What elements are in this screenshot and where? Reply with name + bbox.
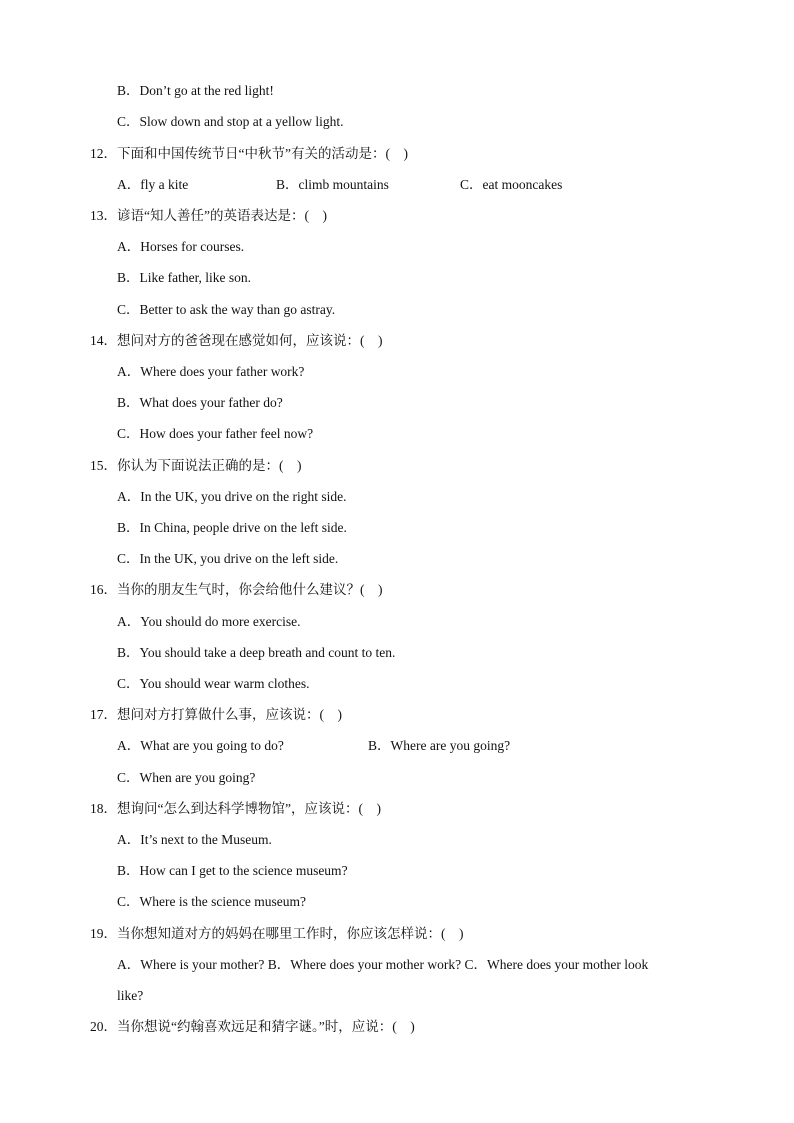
q11-option-c: C．Slow down and stop at a yellow light. [117, 114, 344, 129]
q15-option-b: B．In China, people drive on the left side. [117, 520, 347, 535]
q12-option-b: B．climb mountains [276, 177, 389, 192]
q16-option-c: C．You should wear warm clothes. [117, 676, 310, 691]
q13-option-a: A．Horses for courses. [117, 239, 245, 254]
q15-option-a: A．In the UK, you drive on the right side. [117, 489, 347, 504]
q16-option-b: B．You should take a deep breath and count to ten. [117, 645, 396, 660]
question-13: 13．谚语“知人善任”的英语表达是：( ) [90, 208, 327, 223]
question-12: 12．下面和中国传统节日“中秋节”有关的活动是：( ) [90, 146, 408, 161]
q19-options: A．Where is your mother? B．Where does your mother work? C．Where does your mother look [117, 957, 649, 972]
q16-option-a: A．You should do more exercise. [117, 614, 301, 629]
q11-option-b: B．Don’t go at the red light! [117, 83, 274, 98]
q14-option-b: B．What does your father do? [117, 395, 283, 410]
q14-option-a: A．Where does your father work? [117, 364, 305, 379]
question-20: 20．当你想说“约翰喜欢远足和猜字谜。”时，应说：( ) [90, 1019, 415, 1034]
question-14: 14．想问对方的爸爸现在感觉如何，应该说：( ) [90, 333, 383, 348]
q18-option-c: C．Where is the science museum? [117, 894, 306, 909]
question-15: 15．你认为下面说法正确的是：( ) [90, 458, 302, 473]
q13-option-b: B．Like father, like son. [117, 270, 252, 285]
question-19: 19．当你想知道对方的妈妈在哪里工作时，你应该怎样说：( ) [90, 926, 464, 941]
question-16: 16．当你的朋友生气时，你会给他什么建议？( ) [90, 582, 383, 597]
question-17: 17．想问对方打算做什么事，应该说：( ) [90, 707, 342, 722]
q17-option-a: A．What are you going to do? [117, 738, 284, 753]
q14-option-c: C．How does your father feel now? [117, 426, 314, 441]
q13-option-c: C．Better to ask the way than go astray. [117, 302, 336, 317]
q15-option-c: C．In the UK, you drive on the left side. [117, 551, 339, 566]
question-18: 18．想询问“怎么到达科学博物馆”，应该说：( ) [90, 801, 381, 816]
q19-options-continued: like? [117, 988, 144, 1003]
q12-option-a: A．fly a kite [117, 177, 189, 192]
q18-option-a: A．It’s next to the Museum. [117, 832, 272, 847]
q17-option-b: B．Where are you going? [368, 738, 511, 753]
q17-option-c: C．When are you going? [117, 770, 256, 785]
q18-option-b: B．How can I get to the science museum? [117, 863, 348, 878]
q12-option-c: C．eat mooncakes [460, 177, 563, 192]
